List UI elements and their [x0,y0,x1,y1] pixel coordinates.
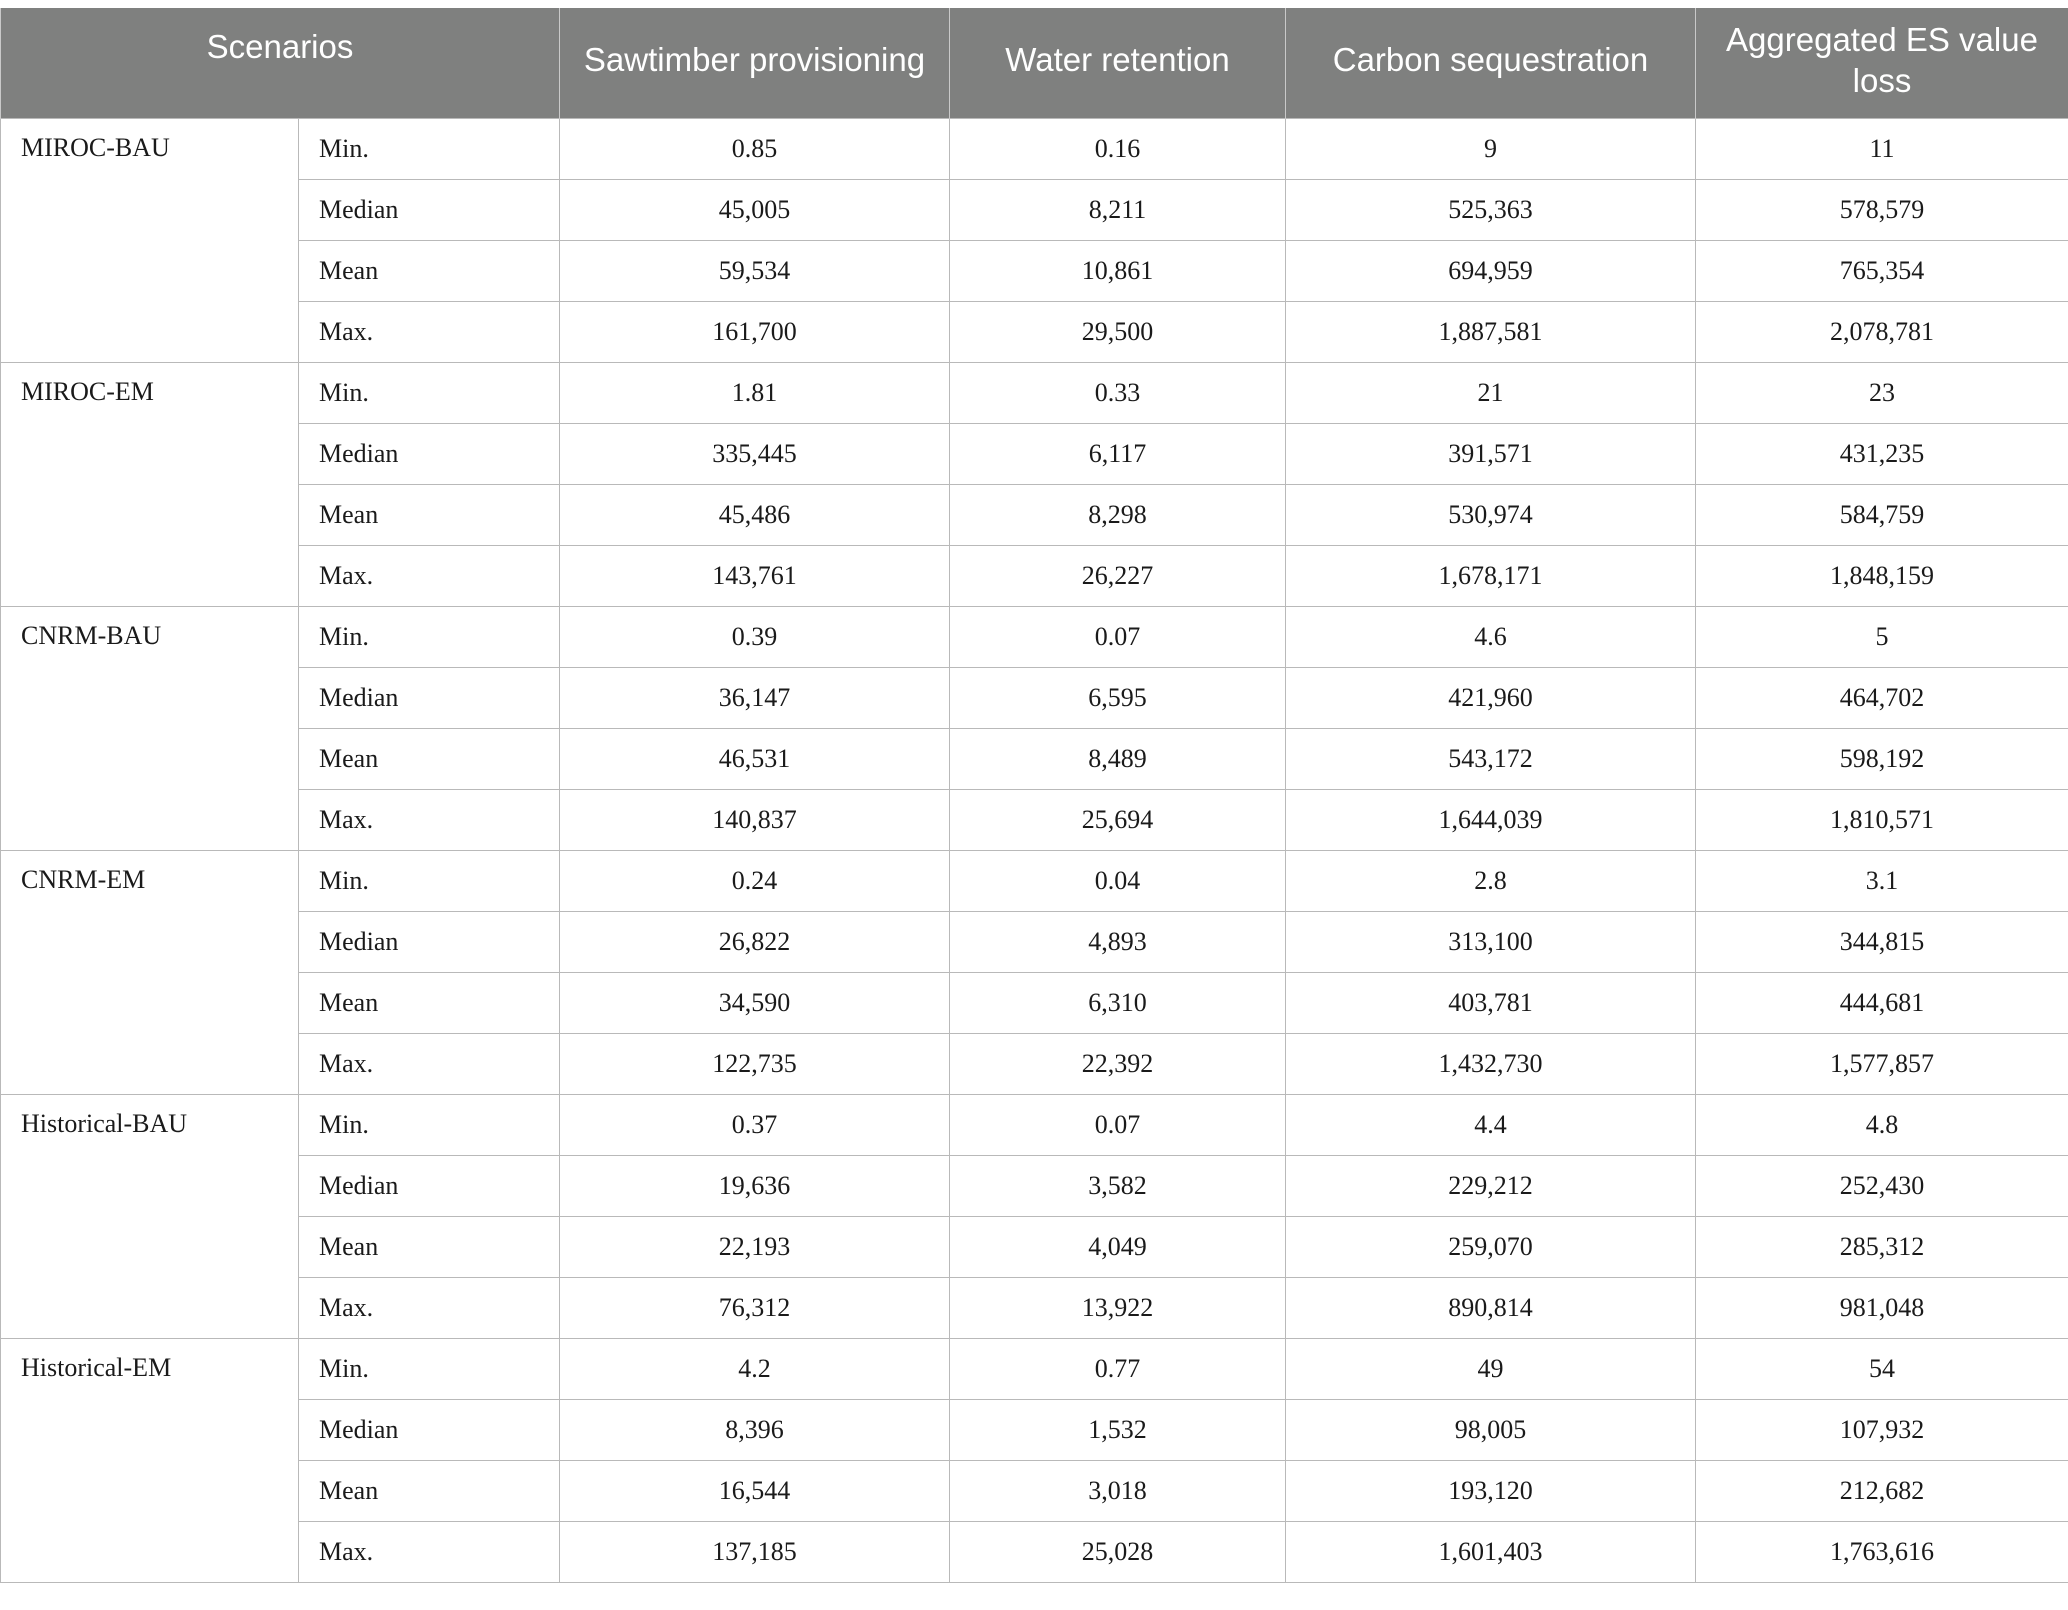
table-row [1,850,2068,911]
aggregated-value: 598,192 [1696,728,2068,789]
sawtimber-value: 143,761 [560,545,950,606]
statistic-label: Mean [299,728,560,789]
sawtimber-value: 0.85 [560,118,950,179]
table-row [1,545,2068,606]
table-row [1,484,2068,545]
water-value: 25,028 [950,1521,1286,1582]
statistic-label: Median [299,423,560,484]
sawtimber-value: 1.81 [560,362,950,423]
water-value: 8,211 [950,179,1286,240]
carbon-value: 421,960 [1286,667,1696,728]
table-row [1,423,2068,484]
table-body [1,118,2068,1582]
water-value: 3,018 [950,1460,1286,1521]
sawtimber-value: 46,531 [560,728,950,789]
aggregated-value: 23 [1696,362,2068,423]
carbon-value: 313,100 [1286,911,1696,972]
header-aggregated-es-value-loss: Aggregated ES value loss [1696,8,2068,118]
statistic-label: Median [299,1399,560,1460]
water-value: 0.77 [950,1338,1286,1399]
statistic-label: Mean [299,1460,560,1521]
sawtimber-value: 34,590 [560,972,950,1033]
statistic-label: Median [299,911,560,972]
header-scenarios: Scenarios [1,8,560,118]
statistic-label: Median [299,667,560,728]
water-value: 25,694 [950,789,1286,850]
sawtimber-value: 0.39 [560,606,950,667]
scenario-name: CNRM-BAU [1,606,299,850]
aggregated-value: 3.1 [1696,850,2068,911]
carbon-value: 403,781 [1286,972,1696,1033]
statistic-label: Max. [299,545,560,606]
header-row [1,8,2068,118]
table-header [1,8,2068,118]
water-value: 0.16 [950,118,1286,179]
carbon-value: 543,172 [1286,728,1696,789]
statistic-label: Mean [299,484,560,545]
table-row [1,240,2068,301]
aggregated-value: 2,078,781 [1696,301,2068,362]
statistic-label: Min. [299,1094,560,1155]
table-row [1,606,2068,667]
carbon-value: 49 [1286,1338,1696,1399]
aggregated-value: 1,810,571 [1696,789,2068,850]
carbon-value: 193,120 [1286,1460,1696,1521]
aggregated-value: 1,763,616 [1696,1521,2068,1582]
sawtimber-value: 140,837 [560,789,950,850]
table-row [1,972,2068,1033]
scenario-name: Historical-EM [1,1338,299,1582]
aggregated-value: 54 [1696,1338,2068,1399]
scenario-name: Historical-BAU [1,1094,299,1338]
sawtimber-value: 45,005 [560,179,950,240]
sawtimber-value: 8,396 [560,1399,950,1460]
statistic-label: Max. [299,301,560,362]
table-row [1,118,2068,179]
statistic-label: Mean [299,972,560,1033]
table-row [1,179,2068,240]
statistic-label: Mean [299,1216,560,1277]
carbon-value: 1,678,171 [1286,545,1696,606]
statistic-label: Min. [299,606,560,667]
water-value: 8,298 [950,484,1286,545]
table-row [1,362,2068,423]
sawtimber-value: 22,193 [560,1216,950,1277]
scenario-name: MIROC-BAU [1,118,299,362]
water-value: 22,392 [950,1033,1286,1094]
statistic-label: Max. [299,1521,560,1582]
aggregated-value: 765,354 [1696,240,2068,301]
sawtimber-value: 19,636 [560,1155,950,1216]
table-row [1,1460,2068,1521]
sawtimber-value: 16,544 [560,1460,950,1521]
aggregated-value: 285,312 [1696,1216,2068,1277]
water-value: 26,227 [950,545,1286,606]
statistic-label: Median [299,179,560,240]
table-row [1,667,2068,728]
sawtimber-value: 59,534 [560,240,950,301]
sawtimber-value: 122,735 [560,1033,950,1094]
statistic-label: Min. [299,362,560,423]
carbon-value: 1,432,730 [1286,1033,1696,1094]
statistic-label: Max. [299,789,560,850]
table-row [1,1521,2068,1582]
aggregated-value: 107,932 [1696,1399,2068,1460]
water-value: 4,893 [950,911,1286,972]
water-value: 0.04 [950,850,1286,911]
sawtimber-value: 0.37 [560,1094,950,1155]
water-value: 4,049 [950,1216,1286,1277]
water-value: 1,532 [950,1399,1286,1460]
water-value: 3,582 [950,1155,1286,1216]
aggregated-value: 584,759 [1696,484,2068,545]
table-row [1,789,2068,850]
water-value: 10,861 [950,240,1286,301]
table-row [1,301,2068,362]
carbon-value: 21 [1286,362,1696,423]
carbon-value: 4.6 [1286,606,1696,667]
water-value: 6,310 [950,972,1286,1033]
aggregated-value: 1,577,857 [1696,1033,2068,1094]
aggregated-value: 212,682 [1696,1460,2068,1521]
carbon-value: 98,005 [1286,1399,1696,1460]
header-water-retention: Water retention [950,8,1286,118]
sawtimber-value: 36,147 [560,667,950,728]
sawtimber-value: 76,312 [560,1277,950,1338]
statistic-label: Min. [299,850,560,911]
carbon-value: 890,814 [1286,1277,1696,1338]
aggregated-value: 444,681 [1696,972,2068,1033]
water-value: 29,500 [950,301,1286,362]
water-value: 13,922 [950,1277,1286,1338]
scenario-name: CNRM-EM [1,850,299,1094]
water-value: 0.07 [950,1094,1286,1155]
carbon-value: 1,601,403 [1286,1521,1696,1582]
statistic-label: Median [299,1155,560,1216]
water-value: 8,489 [950,728,1286,789]
carbon-value: 391,571 [1286,423,1696,484]
sawtimber-value: 0.24 [560,850,950,911]
aggregated-value: 4.8 [1696,1094,2068,1155]
sawtimber-value: 45,486 [560,484,950,545]
aggregated-value: 464,702 [1696,667,2068,728]
sawtimber-value: 161,700 [560,301,950,362]
carbon-value: 694,959 [1286,240,1696,301]
aggregated-value: 578,579 [1696,179,2068,240]
carbon-value: 229,212 [1286,1155,1696,1216]
table-row [1,1094,2068,1155]
aggregated-value: 5 [1696,606,2068,667]
statistic-label: Min. [299,1338,560,1399]
statistic-label: Max. [299,1277,560,1338]
carbon-value: 9 [1286,118,1696,179]
table-row [1,1033,2068,1094]
aggregated-value: 11 [1696,118,2068,179]
header-sawtimber-provisioning: Sawtimber provisioning [560,8,950,118]
carbon-value: 2.8 [1286,850,1696,911]
water-value: 0.07 [950,606,1286,667]
water-value: 6,117 [950,423,1286,484]
water-value: 6,595 [950,667,1286,728]
aggregated-value: 431,235 [1696,423,2068,484]
aggregated-value: 981,048 [1696,1277,2068,1338]
es-value-loss-table [0,8,2068,1583]
carbon-value: 1,644,039 [1286,789,1696,850]
carbon-value: 530,974 [1286,484,1696,545]
sawtimber-value: 26,822 [560,911,950,972]
header-carbon-sequestration: Carbon sequestration [1286,8,1696,118]
statistic-label: Mean [299,240,560,301]
carbon-value: 259,070 [1286,1216,1696,1277]
table-row [1,911,2068,972]
aggregated-value: 344,815 [1696,911,2068,972]
water-value: 0.33 [950,362,1286,423]
table-row [1,1155,2068,1216]
carbon-value: 525,363 [1286,179,1696,240]
carbon-value: 4.4 [1286,1094,1696,1155]
sawtimber-value: 137,185 [560,1521,950,1582]
sawtimber-value: 335,445 [560,423,950,484]
aggregated-value: 1,848,159 [1696,545,2068,606]
table-row [1,728,2068,789]
statistic-label: Min. [299,118,560,179]
table-row [1,1399,2068,1460]
statistic-label: Max. [299,1033,560,1094]
carbon-value: 1,887,581 [1286,301,1696,362]
scenario-name: MIROC-EM [1,362,299,606]
table-row [1,1216,2068,1277]
sawtimber-value: 4.2 [560,1338,950,1399]
table-row [1,1338,2068,1399]
table-row [1,1277,2068,1338]
aggregated-value: 252,430 [1696,1155,2068,1216]
